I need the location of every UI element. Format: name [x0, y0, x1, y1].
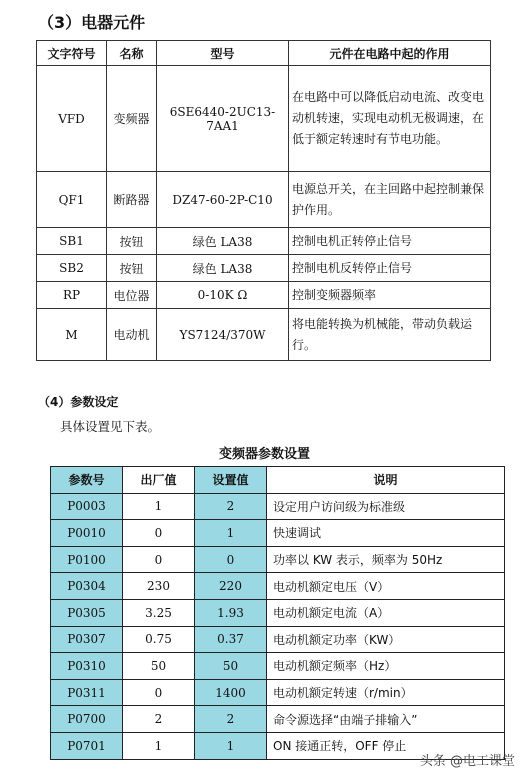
param-row — [51, 546, 505, 573]
header-name: 名称 — [107, 41, 157, 66]
cell-factory-value: 0 — [123, 546, 195, 573]
params-body — [51, 493, 505, 759]
cell-param-code: P0010 — [51, 520, 123, 547]
param-row — [51, 573, 505, 600]
cell-description: 电动机额定电压（V） — [267, 573, 505, 600]
cell-description: 电动机额定功率（KW） — [267, 626, 505, 653]
cell-model: DZ47-60-2P-C10 — [157, 172, 289, 228]
cell-factory-value: 0.75 — [123, 626, 195, 653]
cell-function: 电源总开关，在主回路中起控制兼保护作用。 — [289, 172, 491, 228]
watermark — [420, 750, 515, 769]
param-row — [51, 493, 505, 520]
component-row-sb1 — [37, 228, 491, 255]
cell-model: YS7124/370W — [157, 309, 289, 361]
cell-description: 快速调试 — [267, 520, 505, 547]
component-row-m — [37, 309, 491, 361]
header-description: 说明 — [267, 467, 505, 494]
cell-name: 按钮 — [107, 228, 157, 255]
cell-name: 按钮 — [107, 255, 157, 282]
param-row — [51, 653, 505, 680]
header-setting-value: 设置值 — [195, 467, 267, 494]
cell-setting-value: 2 — [195, 706, 267, 733]
header-model: 型号 — [157, 41, 289, 66]
param-row — [51, 626, 505, 653]
header-function: 元件在电路中起的作用 — [289, 41, 491, 66]
cell-function: 控制电机反转停止信号 — [289, 255, 491, 282]
cell-description: 设定用户访问级为标准级 — [267, 493, 505, 520]
cell-function: 控制变频器频率 — [289, 282, 491, 309]
cell-function: 在电路中可以降低启动电流、改变电动机转速，实现电动机无极调速，在低于额定转速时有节电功能。 — [289, 66, 491, 172]
cell-symbol: VFD — [37, 66, 107, 172]
cell-param-code: P0700 — [51, 706, 123, 733]
header-factory-value: 出厂值 — [123, 467, 195, 494]
params-header-row — [51, 467, 505, 494]
cell-description: 电动机额定频率（Hz） — [267, 653, 505, 680]
cell-setting-value: 2 — [195, 493, 267, 520]
cell-param-code: P0311 — [51, 679, 123, 706]
components-header-row — [37, 41, 491, 66]
header-param-code: 参数号 — [51, 467, 123, 494]
cell-param-code: P0304 — [51, 573, 123, 600]
cell-description: 功率以 KW 表示，频率为 50Hz — [267, 546, 505, 573]
cell-param-code: P0307 — [51, 626, 123, 653]
cell-setting-value: 1400 — [195, 679, 267, 706]
cell-factory-value: 2 — [123, 706, 195, 733]
cell-setting-value: 0.37 — [195, 626, 267, 653]
section3-title: （3）电器元件 — [38, 13, 146, 32]
param-row — [51, 679, 505, 706]
component-row-vfd — [37, 66, 491, 172]
cell-model: 6SE6440-2UC13-7AA1 — [157, 66, 289, 172]
cell-function: 控制电机正转停止信号 — [289, 228, 491, 255]
component-row-rp — [37, 282, 491, 309]
cell-name: 变频器 — [107, 66, 157, 172]
watermark-text: 头条 @电工课堂 — [419, 754, 515, 769]
cell-setting-value: 50 — [195, 653, 267, 680]
cell-name: 电动机 — [107, 309, 157, 361]
cell-setting-value: 1 — [195, 732, 267, 759]
cell-param-code: P0003 — [51, 493, 123, 520]
components-table — [36, 40, 491, 361]
cell-param-code: P0100 — [51, 546, 123, 573]
cell-param-code: P0305 — [51, 599, 123, 626]
cell-symbol: SB2 — [37, 255, 107, 282]
cell-setting-value: 1.93 — [195, 599, 267, 626]
cell-symbol: M — [37, 309, 107, 361]
params-table — [50, 466, 505, 760]
cell-symbol: RP — [37, 282, 107, 309]
component-row-qf1 — [37, 172, 491, 228]
param-row — [51, 706, 505, 733]
header-symbol: 文字符号 — [37, 41, 107, 66]
cell-symbol: SB1 — [37, 228, 107, 255]
cell-param-code: P0310 — [51, 653, 123, 680]
param-row — [51, 599, 505, 626]
cell-description: ON 接通正转，OFF 停止 — [267, 732, 505, 759]
cell-description: 电动机额定电流（A） — [267, 599, 505, 626]
cell-model: 0-10K Ω — [157, 282, 289, 309]
param-row — [51, 520, 505, 547]
cell-symbol: QF1 — [37, 172, 107, 228]
cell-name: 电位器 — [107, 282, 157, 309]
cell-setting-value: 0 — [195, 546, 267, 573]
cell-description: 电动机额定转速（r/min） — [267, 679, 505, 706]
cell-factory-value: 3.25 — [123, 599, 195, 626]
cell-factory-value: 1 — [123, 732, 195, 759]
cell-description: 命令源选择“由端子排输入” — [267, 706, 505, 733]
cell-factory-value: 230 — [123, 573, 195, 600]
cell-model: 绿色 LA38 — [157, 255, 289, 282]
cell-factory-value: 1 — [123, 493, 195, 520]
param-table-caption: 变频器参数设置 — [218, 447, 310, 462]
component-row-sb2 — [37, 255, 491, 282]
cell-param-code: P0701 — [51, 732, 123, 759]
cell-factory-value: 0 — [123, 520, 195, 547]
cell-name: 断路器 — [107, 172, 157, 228]
cell-setting-value: 220 — [195, 573, 267, 600]
cell-model: 绿色 LA38 — [157, 228, 289, 255]
cell-factory-value: 50 — [123, 653, 195, 680]
cell-factory-value: 0 — [123, 679, 195, 706]
cell-function: 将电能转换为机械能，带动负载运行。 — [289, 309, 491, 361]
section4-title: （4）参数设定 — [38, 395, 119, 409]
intro-text: 具体设置见下表。 — [60, 419, 161, 434]
cell-setting-value: 1 — [195, 520, 267, 547]
